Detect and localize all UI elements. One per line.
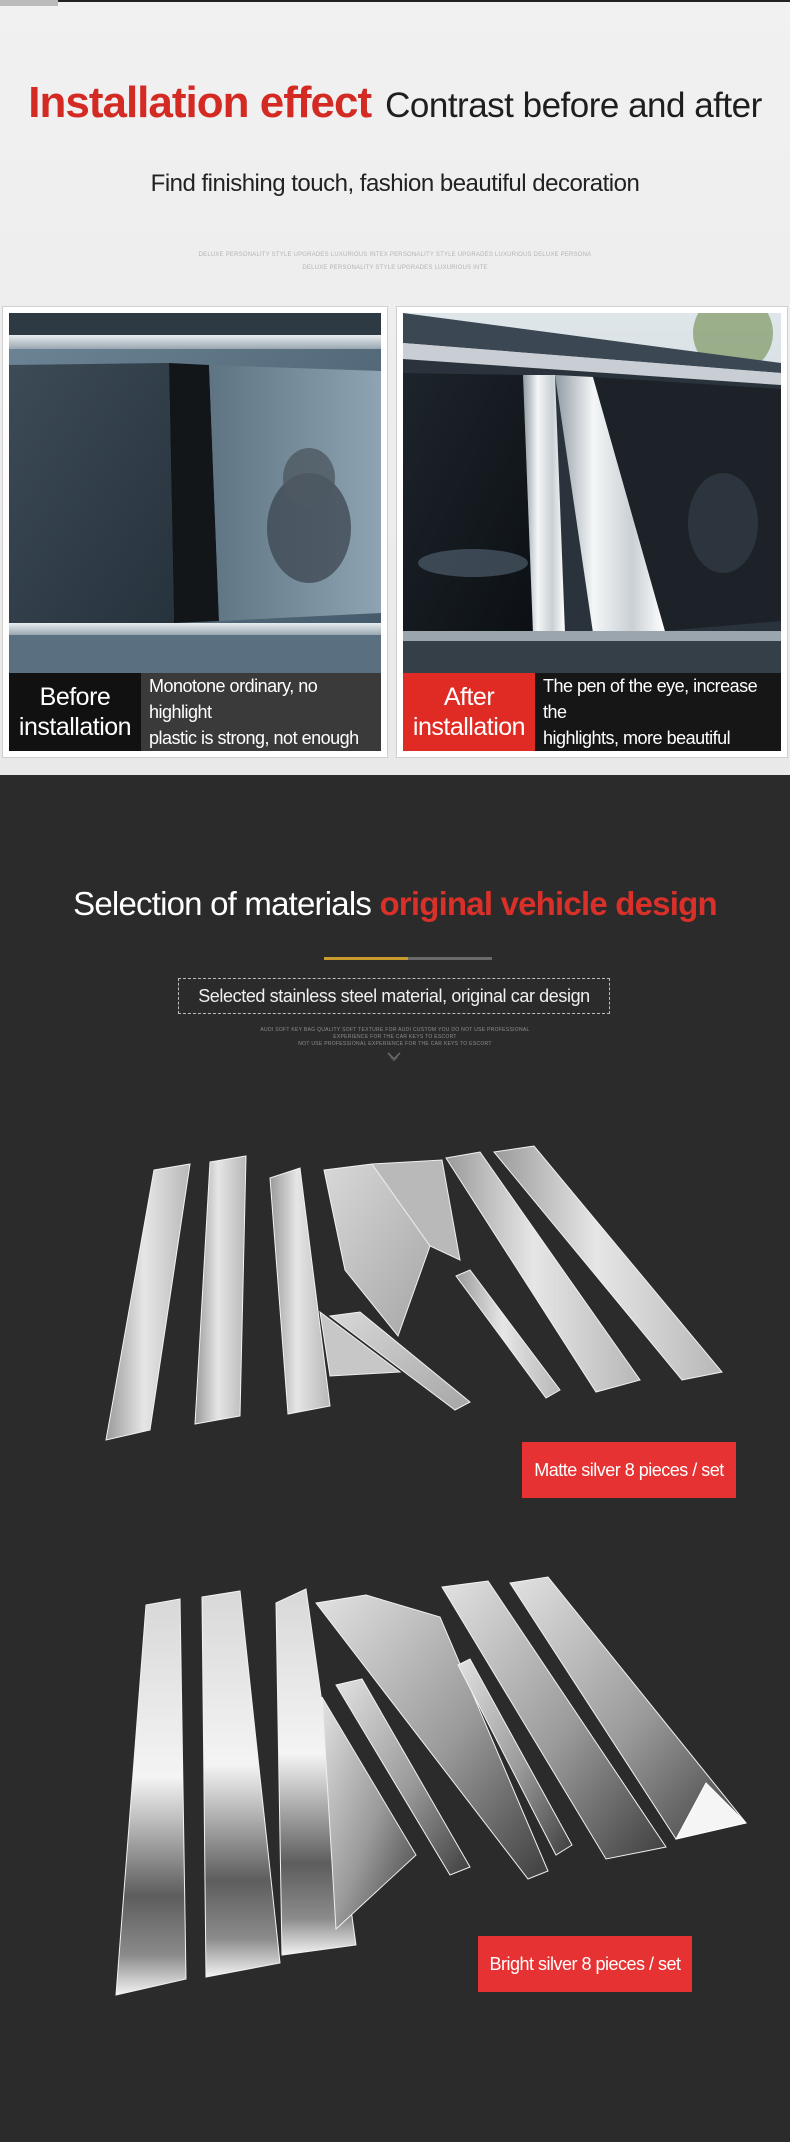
- after-desc-line2: highlights, more beautiful: [543, 728, 731, 748]
- before-description: [141, 673, 381, 751]
- after-label: [403, 673, 535, 751]
- after-panel: [396, 306, 788, 758]
- before-label-line1: Before: [39, 683, 111, 711]
- section-title: [0, 78, 790, 128]
- small-decor-text-2: DELUXE PERSONALITY STYLE UPGRADES LUXURIOUS INTE: [302, 265, 488, 271]
- top-border-accent: [0, 0, 58, 6]
- section-subtitle: Find finishing touch, fashion beautiful decoration: [150, 170, 640, 197]
- title-black-text: Contrast before and after: [385, 86, 762, 125]
- after-photo: [403, 313, 781, 751]
- after-label-line1: After: [443, 683, 495, 711]
- top-border: [0, 0, 790, 2]
- before-panel: [2, 306, 388, 758]
- materials-title-white: Selection of materials: [73, 885, 372, 922]
- bright-silver-badge: Bright silver 8 pieces / set: [478, 1936, 692, 1992]
- installation-effect-section: [0, 0, 790, 775]
- before-desc-line2: plastic is strong, not enough: [149, 728, 359, 748]
- materials-title: [0, 885, 790, 923]
- dashed-caption: Selected stainless steel material, original car design: [178, 978, 610, 1014]
- small-decor-text-3: AUDI SOFT KEY BAG QUALITY SOFT TEXTURE FOR AUDI CUSTOM YOU DO NOT USE PROFESSIONAL: [260, 1027, 530, 1033]
- after-description: [535, 673, 781, 751]
- before-label: [9, 673, 141, 751]
- small-decor-text-4: EXPERIENCE FOR THE CAR KEYS TO ESCORT: [333, 1034, 457, 1040]
- chevron-down-icon: [386, 1051, 402, 1063]
- before-photo: [9, 313, 381, 751]
- materials-title-red: original vehicle design: [379, 885, 717, 922]
- before-label-line2: installation: [18, 713, 132, 741]
- small-decor-text-5: NOT USE PROFESSIONAL EXPERIENCE FOR THE CAR KEYS TO ESCORT: [298, 1041, 492, 1047]
- small-decor-text-1: DELUXE PERSONALITY STYLE UPGRADES LUXURIOUS INTEX PERSONALITY STYLE UPGRADES LUXURIOUS DELUXE PERSONA: [198, 252, 592, 258]
- title-divider: [324, 957, 492, 960]
- materials-section: [0, 775, 790, 2142]
- title-red-text: Installation effect: [28, 78, 372, 127]
- after-desc-line1: The pen of the eye, increase the: [543, 676, 758, 722]
- before-desc-line1: Monotone ordinary, no highlight: [149, 676, 318, 722]
- matte-silver-badge: Matte silver 8 pieces / set: [522, 1442, 736, 1498]
- matte-silver-pieces-image: [0, 1140, 790, 1490]
- after-label-line2: installation: [412, 713, 526, 741]
- title-divider-gold: [324, 957, 408, 960]
